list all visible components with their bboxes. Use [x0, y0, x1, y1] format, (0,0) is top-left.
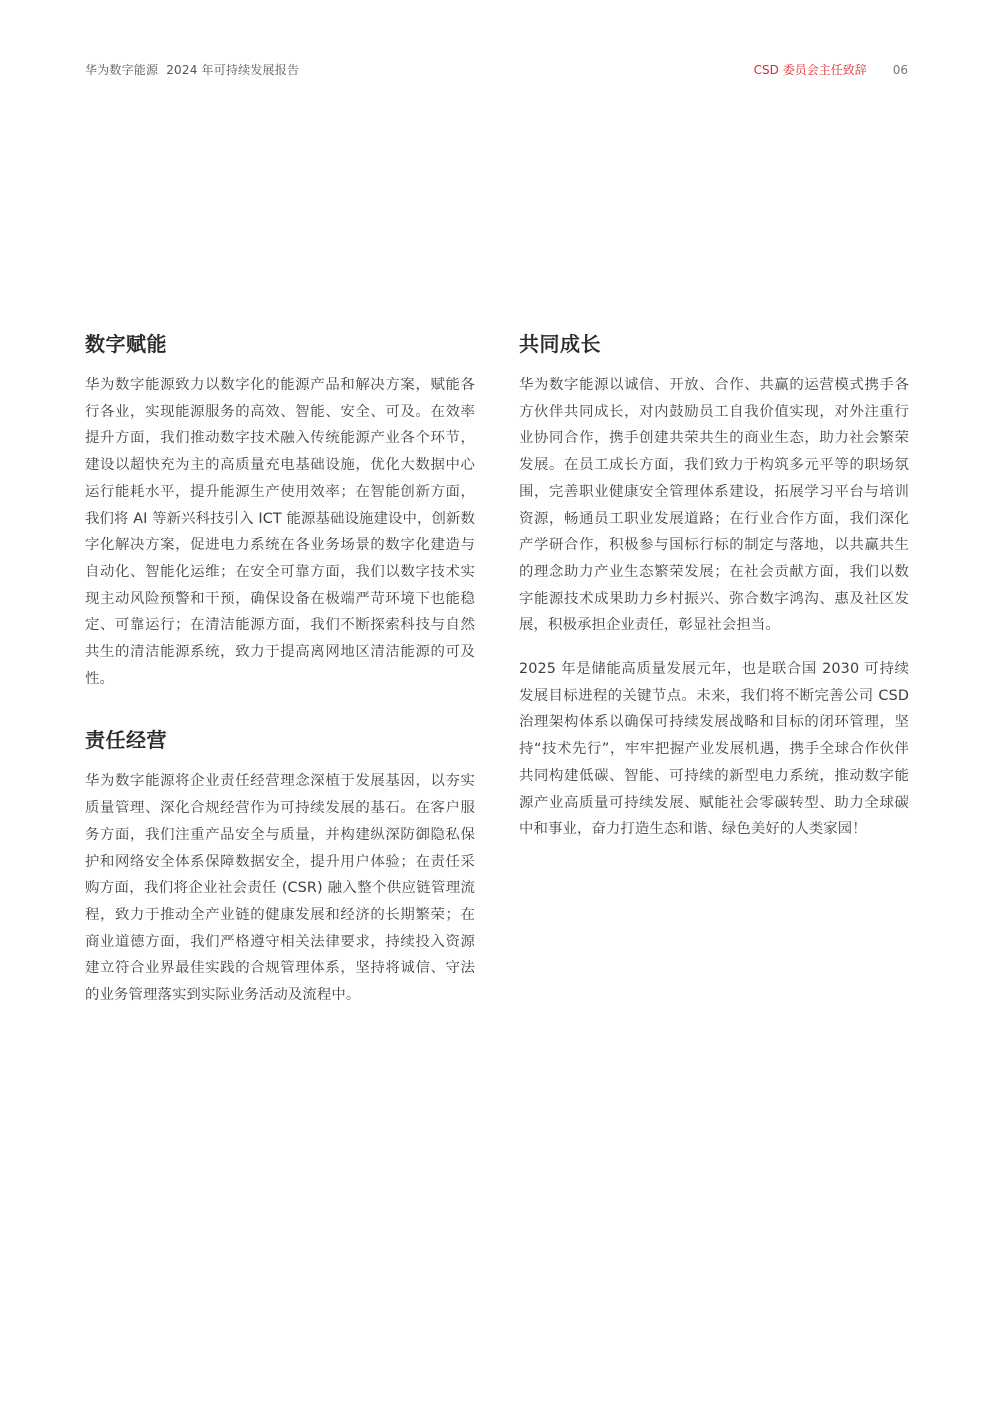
section-body-shared-growth: 华为数字能源以诚信、开放、合作、共赢的运营模式携手各方伙伴共同成长，对内鼓励员工自我价值实现，对外注重行业协同合作，携手创建共荣共生的商业生态，助力社会繁荣发展。在员工成长方面，我们致力于构筑多元平等的职场氛围，完善职业健康安全管理体系建设，拓展学习平台与培训资源，畅通员工职业发展道路；在行业合作方面，我们深化产学研合作，积极参与国标行标的制定与落地，以共赢共生的理念助力产业生态繁荣发展；在社会贡献方面，我们以数字能源技术成果助力乡村振兴、弥合数字鸿沟、惠及社区发展，积极承担企业责任，彰显社会担当。 — [519, 377, 909, 634]
page-number: 06 — [892, 63, 908, 77]
left-column — [85, 330, 475, 1009]
section-body-digital-empowerment: 华为数字能源致力以数字化的能源产品和解决方案，赋能各行各业，实现能源服务的高效、智能、安全、可及。在效率提升方面，我们推动数字技术融入传统能源产业各个环节，建设以超快充为主的高质量充电基础设施，优化大数据中心运行能耗水平，提升能源生产使用效率；在智能创新方面，我们将 AI 等新兴科技引入 ICT 能源基础设施建设中，创新数字化解决方案，促进电力系统在各业务场景的数字化建造与自动化、智能化运维；在安全可靠方面，我们以数字技术实现主动风险预警和干预，确保设备在极端严苛环境下也能稳定、可靠运行；在清洁能源方面，我们不断探索科技与自然共生的清洁能源系统，致力于提高离网地区清洁能源的可及性。 — [85, 377, 475, 687]
section-body-outlook: 2025 年是储能高质量发展元年，也是联合国 2030 可持续发展目标进程的关键节点。未来，我们将不断完善公司 CSD 治理架构体系以确保可持续发展战略和目标的闭环管理，坚持“技术先行”，牢牢把握产业发展机遇，携手全球合作伙伴共同构建低碳、智能、可持续的新型电力系统，推动数字能源产业高质量可持续发展、赋能社会零碳转型、助力全球碳中和事业，奋力打造生态和谐、绿色美好的人类家园！ — [519, 661, 909, 838]
section-title-digital-empowerment: 数字赋能 — [85, 332, 167, 356]
chapter-title[interactable]: CSD 委员会主任致辞 — [753, 63, 867, 77]
page-header-right — [754, 61, 908, 78]
right-column — [519, 330, 909, 843]
section-title-responsible-operation: 责任经营 — [85, 728, 167, 753]
org-name: 华为数字能源 — [85, 63, 159, 77]
report-header — [85, 61, 299, 78]
section-title-shared-growth: 共同成长 — [519, 332, 601, 356]
report-title: 2024 年可持续发展报告 — [166, 63, 300, 77]
section-body-responsible-operation: 华为数字能源将企业责任经营理念深植于发展基因，以夯实质量管理、深化合规经营作为可持续发展的基石。在客户服务方面，我们注重产品安全与质量，并构建纵深防御隐私保护和网络安全体系保障数据安全，提升用户体验；在责任采购方面，我们将企业社会责任 (CSR) 融入整个供应链管理流程，致力于推动全产业链的健康发展和经济的长期繁荣；在商业道德方面，我们严格遵守相关法律要求，持续投入资源建立符合业界最佳实践的合规管理体系，坚持将诚信、守法的业务管理落实到实际业务活动及流程中。 — [85, 773, 475, 1004]
